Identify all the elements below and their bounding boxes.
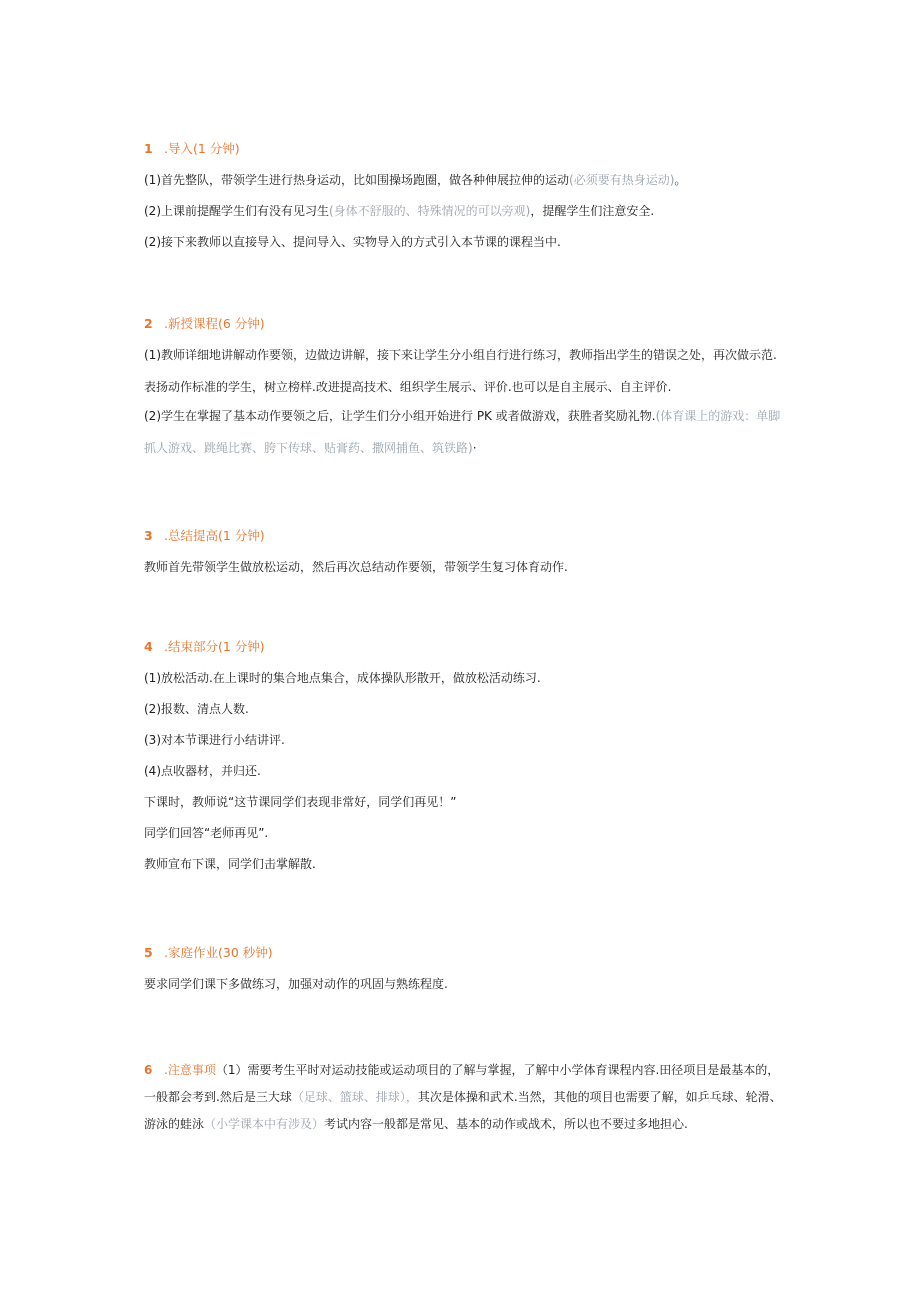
section-notes xyxy=(144,1057,784,1138)
paragraph-text: （1）需要考生平时对运动技能或运动项目的了解与掌握，了解中小学体育课程内容.田径项目是最基本的，一般都会考到.然后是三大球 xyxy=(144,1063,780,1104)
section-title: .导入 xyxy=(164,141,193,156)
paragraph-text: 教师宣布下课，同学们击掌解散. xyxy=(144,857,316,871)
paragraph-note: (身体不舒服的、特殊情况的可以旁观) xyxy=(329,204,531,218)
section-title: .家庭作业 xyxy=(164,945,218,960)
section-intro xyxy=(144,141,784,250)
section-duration: (1 分钟) xyxy=(217,639,265,654)
section-heading xyxy=(144,945,784,961)
paragraph-tail: 。 xyxy=(674,173,687,187)
section-number: 6 xyxy=(144,1063,153,1077)
section-homework xyxy=(144,945,784,992)
paragraph-text: 下课时，教师说“这节课同学们表现非常好，同学们再见！” xyxy=(144,795,457,809)
paragraph-text: (2)上课前提醒学生们有没有见习生 xyxy=(144,204,329,218)
paragraph-text: (1)放松活动.在上课时的集合地点集合，成体操队形散开，做放松活动练习. xyxy=(144,671,541,685)
paragraph xyxy=(144,763,784,779)
section-heading xyxy=(144,141,784,157)
paragraph-text: (4)点收器材，并归还. xyxy=(144,764,261,778)
section-number: 5 xyxy=(144,945,153,960)
paragraph-text: (3)对本节课进行小结讲评. xyxy=(144,733,285,747)
section-title: .结束部分 xyxy=(164,639,218,654)
paragraph xyxy=(144,825,784,841)
section-heading xyxy=(144,316,784,332)
section-new-lesson xyxy=(144,316,784,464)
paragraph xyxy=(144,701,784,717)
paragraph xyxy=(144,732,784,748)
paragraph xyxy=(144,172,784,188)
paragraph-tail: · xyxy=(472,441,477,455)
paragraph-text: (1)首先整队，带领学生进行热身运动，比如围操场跑圈，做各种伸展拉伸的运动 xyxy=(144,173,570,187)
section-duration: (30 秒钟) xyxy=(217,945,273,960)
paragraph-note: (体育课上的游戏：单脚抓人游戏、跳绳比赛、胯下传球、贴膏药、撒网捕鱼、筑铁路) xyxy=(144,409,781,455)
section-number: 1 xyxy=(144,141,153,156)
paragraph-text: 同学们回答“老师再见”. xyxy=(144,826,269,840)
paragraph xyxy=(144,400,784,464)
paragraph-text: (2)接下来教师以直接导入、提问导入、实物导入的方式引入本节课的课程当中. xyxy=(144,235,561,249)
section-title: .总结提高 xyxy=(164,528,218,543)
section-number: 3 xyxy=(144,528,153,543)
section-summary xyxy=(144,528,784,575)
section-ending xyxy=(144,639,784,872)
section-duration: (1 分钟) xyxy=(192,141,240,156)
paragraph xyxy=(144,976,784,992)
paragraph-text: 考试内容一般都是常见、基本的动作或战术，所以也不要过多地担心. xyxy=(324,1117,688,1131)
section-heading xyxy=(144,1063,216,1077)
paragraph xyxy=(144,559,784,575)
paragraph-note: (必须要有热身运动) xyxy=(569,173,675,187)
paragraph-text: 教师首先带领学生做放松运动，然后再次总结动作要领，带领学生复习体育动作. xyxy=(144,560,568,574)
paragraph xyxy=(144,203,784,219)
section-duration: (1 分钟) xyxy=(217,528,265,543)
paragraph-text: 其次是体操和武术.当然，其他的项目也需要了解，如乒乓球、轮滑、游泳的蛙泳 xyxy=(144,1090,782,1131)
section-title: .新授课程 xyxy=(164,316,218,331)
paragraph xyxy=(144,670,784,686)
paragraph xyxy=(144,234,784,250)
section-duration: (6 分钟) xyxy=(217,316,265,331)
paragraph-text: 要求同学们课下多做练习，加强对动作的巩固与熟练程度. xyxy=(144,977,448,991)
section-title: .注意事项 xyxy=(164,1063,216,1077)
paragraph xyxy=(144,856,784,872)
section-heading xyxy=(144,639,784,655)
paragraph xyxy=(144,339,784,403)
paragraph-note: （小学课本中有涉及） xyxy=(204,1117,325,1131)
paragraph-tail: ，提醒学生们注意安全. xyxy=(530,204,655,218)
paragraph xyxy=(144,794,784,810)
paragraph-note: （足球、篮球、排球）， xyxy=(291,1090,418,1104)
section-number: 4 xyxy=(144,639,153,654)
paragraph-text: (2)学生在掌握了基本动作要领之后，让学生们分小组开始进行 PK 或者做游戏，获胜者奖励礼物. xyxy=(144,409,656,423)
paragraph-text: (1)教师详细地讲解动作要领，边做边讲解，接下来让学生分小组自行进行练习，教师指出学生的错误之处，再次做示范.表扬动作标准的学生，树立榜样.改进提高技术、组织学生展示、评价.也可以是自主展示、自主评价. xyxy=(144,348,777,394)
section-number: 2 xyxy=(144,316,153,331)
section-heading xyxy=(144,528,784,544)
paragraph-text: (2)报数、清点人数. xyxy=(144,702,249,716)
